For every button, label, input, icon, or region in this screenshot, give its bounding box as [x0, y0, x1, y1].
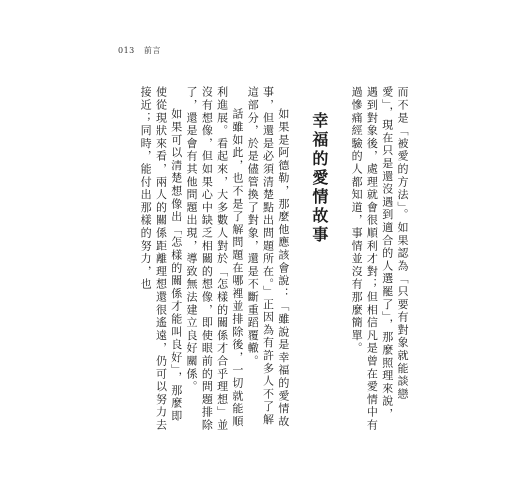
page-header — [118, 45, 167, 56]
vertical-text-body — [114, 86, 410, 432]
paragraph-4: 如果可以清楚想像出「怎樣的關係才能叫良好」，那麼即使從現狀來看，兩人的關係距離理想還很遙遠，仍可以努力去接近；同時，能付出那樣的努力，也 — [139, 86, 183, 432]
paragraph-2: 如果是阿德勒，那麼他應該會說：「雖說是幸福的愛情故事，但還是必須清楚點出問題所在。」正因為有許多人不了解這部分，於是儘管換了對象，還是不斷重蹈覆轍。 — [246, 86, 290, 428]
paragraph-1: 而不是「被愛的方法」。如果認為「只要有對象就能談戀愛」，現在只是還沒遇到適合的人選罷了」，那麼照理來說，遇到對象後，處理就會很順利才對；但相信凡是曾在愛情中有過慘痛經驗的人都知道，事情並沒有那麼簡單。 — [350, 86, 409, 432]
section-heading: 幸福的愛情故事 — [309, 112, 329, 245]
paragraph-3: 話雖如此，也不是了解問題在哪裡並排除後，一切就能順利進展。看起來，大多數人對於「怎樣的關係才合乎理想」並沒有想像，但如果心中缺乏相關的想像，即使眼前的問題排除了，還是會有其他問題出現，導致無法建立良好關係。 — [185, 86, 244, 432]
page-number: 013 — [118, 46, 135, 55]
section-title: 前言 — [143, 46, 161, 55]
